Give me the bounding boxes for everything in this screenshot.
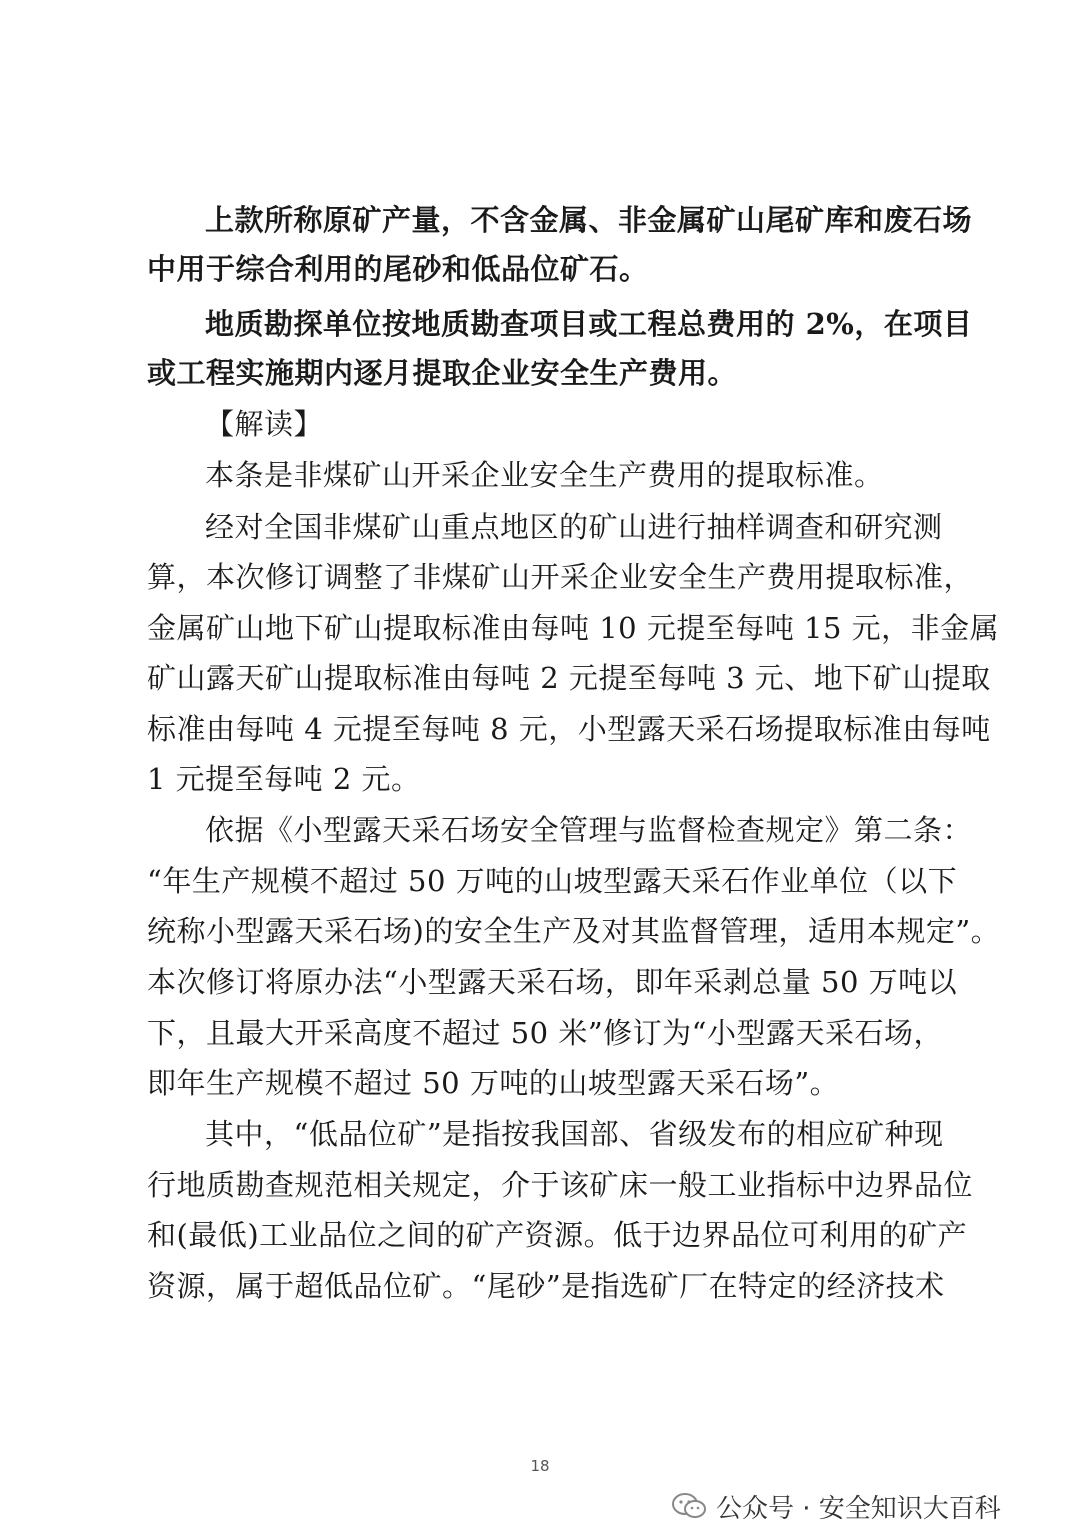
text-line: 行地质勘查规范相关规定，介于该矿床一般工业指标中边界品位 xyxy=(147,1168,974,1202)
text-line: 上款所称原矿产量，不含金属、非金属矿山尾矿库和废石场 xyxy=(205,203,973,237)
text-line: 中用于综合利用的尾砂和低品位矿石。 xyxy=(147,252,649,286)
text-line: 统称小型露天采石场)的安全生产及对其监督管理，适用本规定”。 xyxy=(147,914,1001,948)
text-line: 金属矿山地下矿山提取标准由每吨 10 元提至每吨 15 元，非金属 xyxy=(147,611,1000,645)
text-line: 本次修订将原办法“小型露天采石场，即年采剥总量 50 万吨以 xyxy=(147,965,958,999)
text-line: 矿山露天矿山提取标准由每吨 2 元提至每吨 3 元、地下矿山提取 xyxy=(147,661,991,695)
text-line: “年生产规模不超过 50 万吨的山坡型露天采石作业单位（以下 xyxy=(147,864,958,898)
page-number: 18 xyxy=(530,1457,550,1475)
wechat-icon xyxy=(670,1491,708,1521)
text-line: 依据《小型露天采石场安全管理与监督检查规定》第二条： xyxy=(205,813,973,847)
text-line: 和(最低)工业品位之间的矿产资源。低于边界品位可利用的矿产 xyxy=(147,1218,968,1252)
section-heading: 【解读】 xyxy=(205,407,324,441)
text-line: 标准由每吨 4 元提至每吨 8 元，小型露天采石场提取标准由每吨 xyxy=(147,712,991,746)
text-line: 本条是非煤矿山开采企业安全生产费用的提取标准。 xyxy=(205,458,884,492)
text-line: 地质勘探单位按地质勘查项目或工程总费用的 2%，在项目 xyxy=(205,307,973,341)
text-line: 经对全国非煤矿山重点地区的矿山进行抽样调查和研究测 xyxy=(205,510,943,544)
text-line: 或工程实施期内逐月提取企业安全生产费用。 xyxy=(147,356,738,390)
text-line: 即年生产规模不超过 50 万吨的山坡型露天采石场”。 xyxy=(147,1066,840,1100)
text-line: 其中，“低品位矿”是指按我国部、省级发布的相应矿种现 xyxy=(205,1117,944,1151)
watermark-text: 公众号 · 安全知识大百科 xyxy=(716,1493,1001,1524)
text-line: 资源，属于超低品位矿。“尾砂”是指选矿厂在特定的经济技术 xyxy=(147,1269,945,1303)
watermark xyxy=(670,1488,1001,1524)
text-line: 下，且最大开采高度不超过 50 米”修订为“小型露天采石场， xyxy=(147,1016,943,1050)
text-line: 算，本次修订调整了非煤矿山开采企业安全生产费用提取标准， xyxy=(147,560,974,594)
text-line: 1 元提至每吨 2 元。 xyxy=(147,762,421,796)
